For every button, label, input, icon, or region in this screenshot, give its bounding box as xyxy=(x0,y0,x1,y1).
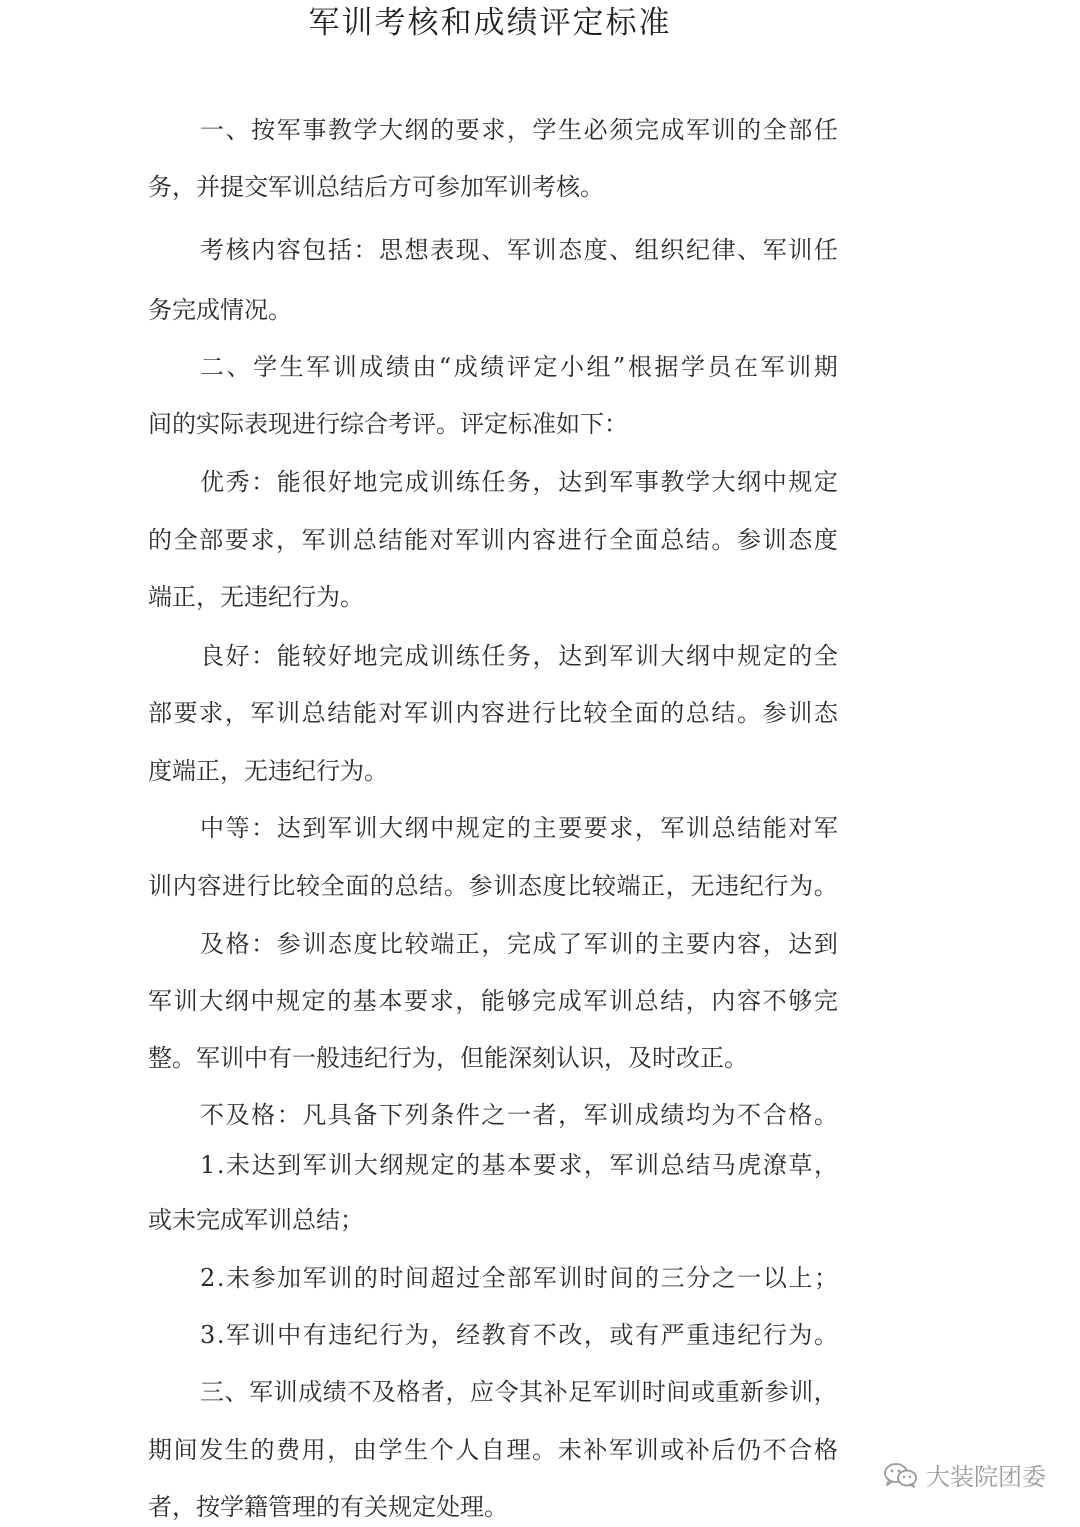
text-line: 训 内 容 进 行 比 较 全 面 的 总 结 。 参 训 态 度 比 较 端 正 ， 无 违 纪 行 为 。 xyxy=(148,872,838,900)
text-line: 务 完 成 情 况 。 xyxy=(148,296,292,324)
text-line: 及 格 ： 参 训 态 度 比 较 端 正 ， 完 成 了 军 训 的 主 要 内 容 ， 达 到 xyxy=(200,930,838,958)
text-line: 优 秀 ： 能 很 好 地 完 成 训 练 任 务 ， 达 到 军 事 教 学 大 纲 中 规 定 xyxy=(200,468,838,496)
text-line: 不 及 格 ： 凡 具 备 下 列 条 件 之 一 者 ， 军 训 成 绩 均 为 不 合 格 。 xyxy=(200,1101,838,1129)
text-line: 者 ， 按 学 籍 管 理 的 有 关 规 定 处 理 。 xyxy=(148,1493,508,1521)
text-line: 三 、 军 训 成 绩 不 及 格 者 ， 应 令 其 补 足 军 训 时 间 或 重 新 参 训 ， xyxy=(200,1378,838,1406)
text-line: 军 训 大 纲 中 规 定 的 基 本 要 求 ， 能 够 完 成 军 训 总 结 ， 内 容 不 够 完 xyxy=(148,987,838,1015)
text-line: 或 未 完 成 军 训 总 结 ； xyxy=(148,1206,364,1234)
text-line: 良 好 ： 能 较 好 地 完 成 训 练 任 务 ， 达 到 军 训 大 纲 中 规 定 的 全 xyxy=(200,642,838,670)
page-title: 军训考核和成绩评定标准 xyxy=(308,5,672,41)
text-line: 2 . 未 参 加 军 训 的 时 间 超 过 全 部 军 训 时 间 的 三 分 之 一 以 上 ； xyxy=(200,1264,838,1292)
text-line: 一 、 按 军 事 教 学 大 纲 的 要 求 ， 学 生 必 须 完 成 军 训 的 全 部 任 xyxy=(200,116,838,144)
text-line: 度 端 正 ， 无 违 纪 行 为 。 xyxy=(148,757,388,785)
watermark-text: 大装院团委 xyxy=(926,1463,1046,1491)
text-line: 间 的 实 际 表 现 进 行 综 合 考 评 。 评 定 标 准 如 下 ： xyxy=(148,410,628,438)
text-line: 端 正 ， 无 违 纪 行 为 。 xyxy=(148,583,364,611)
text-line: 1 . 未 达 到 军 训 大 纲 规 定 的 基 本 要 求 ， 军 训 总 结 马 虎 潦 草 ， xyxy=(200,1151,838,1179)
text-line: 期 间 发 生 的 费 用 ， 由 学 生 个 人 自 理 。 未 补 军 训 或 补 后 仍 不 合 格 xyxy=(148,1436,838,1464)
text-line: 整 。 军 训 中 有 一 般 违 纪 行 为 ， 但 能 深 刻 认 识 ， 及 时 改 正 。 xyxy=(148,1044,748,1072)
text-line: 二 、 学 生 军 训 成 绩 由 “ 成 绩 评 定 小 组 ” 根 据 学 员 在 军 训 期 xyxy=(200,353,838,381)
text-line: 的 全 部 要 求 ， 军 训 总 结 能 对 军 训 内 容 进 行 全 面 总 结 。 参 训 态 度 xyxy=(148,526,838,554)
text-line: 中 等 ： 达 到 军 训 大 纲 中 规 定 的 主 要 要 求 ， 军 训 总 结 能 对 军 xyxy=(200,814,838,842)
text-line: 3 . 军 训 中 有 违 纪 行 为 ， 经 教 育 不 改 ， 或 有 严 重 违 纪 行 为 。 xyxy=(200,1321,838,1349)
text-line: 部 要 求 ， 军 训 总 结 能 对 军 训 内 容 进 行 比 较 全 面 的 总 结 。 参 训 态 xyxy=(148,699,838,727)
wechat-icon xyxy=(884,1462,918,1488)
watermark xyxy=(884,1457,1046,1492)
text-line: 务 ， 并 提 交 军 训 总 结 后 方 可 参 加 军 训 考 核 。 xyxy=(148,173,604,201)
text-line: 考 核 内 容 包 括 ： 思 想 表 现 、 军 训 态 度 、 组 织 纪 律 、 军 训 任 xyxy=(200,236,838,264)
